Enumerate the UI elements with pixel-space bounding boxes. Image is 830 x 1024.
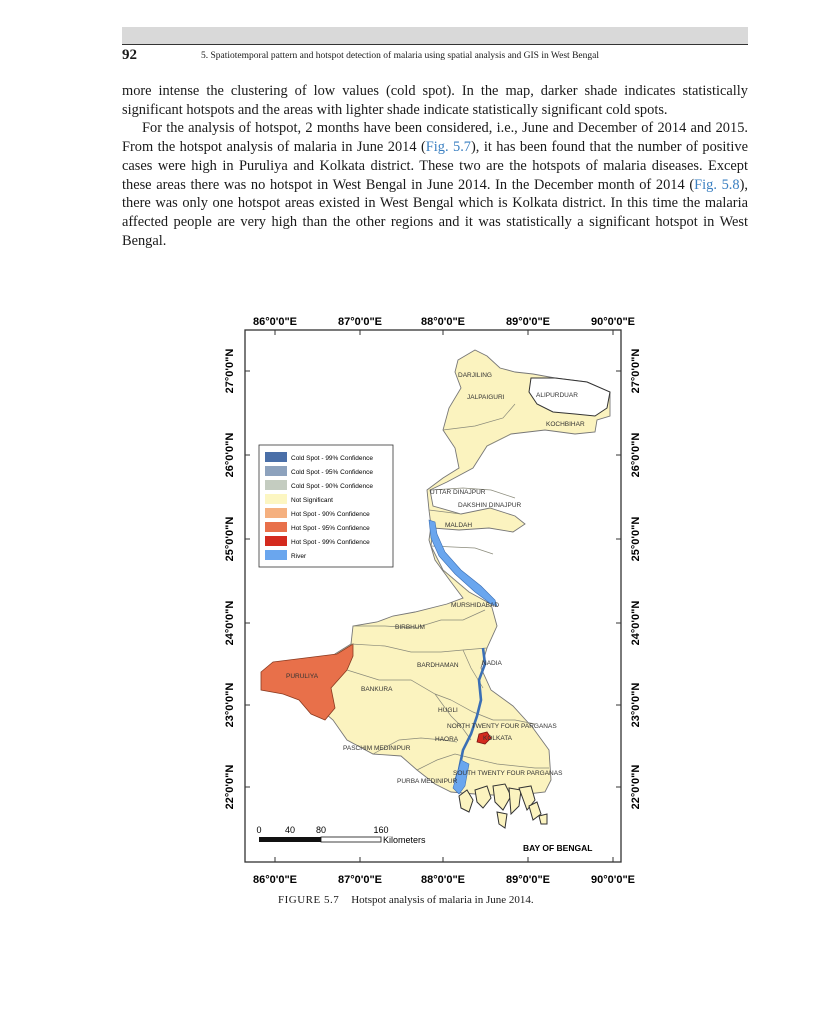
left-latitude-label: 27°0'0"N bbox=[224, 348, 236, 394]
left-latitude-label: 23°0'0"N bbox=[224, 682, 236, 728]
district-label-bardhaman: BARDHAMAN bbox=[417, 662, 459, 669]
legend-swatch bbox=[265, 522, 287, 532]
district-label-uttar-dinajpur: UTTAR DINAJPUR bbox=[430, 489, 486, 496]
right-latitude-label: 24°0'0"N bbox=[630, 600, 642, 646]
district-label-alipurduar: ALIPURDUAR bbox=[536, 392, 578, 399]
legend-label: Hot Spot - 95% Confidence bbox=[291, 525, 370, 532]
right-latitude-label: 23°0'0"N bbox=[630, 682, 642, 728]
paragraph-2 bbox=[122, 119, 748, 250]
bottom-longitude-label: 88°0'0"E bbox=[420, 874, 466, 886]
legend-label: Hot Spot - 90% Confidence bbox=[291, 511, 370, 518]
district-label-hugli: HUGLI bbox=[438, 707, 458, 714]
header-rule bbox=[122, 44, 748, 45]
paragraph-2-part-a: For the analysis of hotspot, 2 months have been considered, i.e., June and December of 2014 and 2015. From the hotspot analysis of malaria in June 2014 ( bbox=[122, 120, 748, 156]
paragraph-1: more intense the clustering of low values (cold spot). In the map, darker shade indicates statistically significant hotspots and the areas with lighter shade indicate statistically significant cold spots. bbox=[122, 83, 748, 118]
district-label-paschim-medinipur: PASCHIM MEDINIPUR bbox=[343, 745, 411, 752]
legend-swatch bbox=[265, 480, 287, 490]
legend-swatch bbox=[265, 536, 287, 546]
running-title: 5. Spatiotemporal pattern and hotspot detection of malaria using spatial analysis and GIS in West Bengal bbox=[201, 51, 599, 61]
legend-label: Cold Spot - 90% Confidence bbox=[291, 483, 374, 490]
top-longitude-label: 86°0'0"E bbox=[252, 316, 298, 328]
legend-label: Cold Spot - 99% Confidence bbox=[291, 455, 374, 462]
district-label-puruliya: PURULIYA bbox=[286, 673, 319, 680]
scale-unit: Kilometers bbox=[383, 835, 426, 845]
legend-label: River bbox=[291, 553, 307, 560]
top-longitude-label: 88°0'0"E bbox=[420, 316, 466, 328]
page-number: 92 bbox=[122, 47, 137, 63]
legend-swatch bbox=[265, 466, 287, 476]
scale-tick-label: 0 bbox=[256, 825, 262, 835]
bottom-longitude-label: 87°0'0"E bbox=[337, 874, 383, 886]
district-label-maldah: MALDAH bbox=[445, 522, 473, 529]
paragraph-2-part-b: ), it has been found that the number of positive cases were high in Puruliya and Kolkata district. These two are the hotspots of malaria diseases. Except these areas there was no hotspot in West Bengal in June 2014. In the December month of 2014 ( bbox=[122, 139, 748, 193]
district-label-haora: HAORA bbox=[435, 736, 459, 743]
hotspot-map-figure bbox=[215, 308, 655, 888]
scale-tick-label: 160 bbox=[373, 825, 389, 835]
left-latitude-label: 24°0'0"N bbox=[224, 600, 236, 646]
map-legend bbox=[259, 445, 393, 567]
bottom-longitude-label: 90°0'0"E bbox=[590, 874, 636, 886]
bottom-longitude-label: 86°0'0"E bbox=[252, 874, 298, 886]
right-latitude-label: 22°0'0"N bbox=[630, 764, 642, 810]
bottom-longitude-label: 89°0'0"E bbox=[505, 874, 551, 886]
scale-tick-label: 40 bbox=[284, 825, 296, 835]
legend-label: Not Significant bbox=[291, 497, 333, 504]
right-latitude-label: 27°0'0"N bbox=[630, 348, 642, 394]
scale-tick-label: 80 bbox=[315, 825, 327, 835]
legend-box bbox=[259, 445, 393, 567]
paragraph-2-part-c: ), there was only one hotspot areas existed in West Bengal which is Kolkata district. In this time the malaria affected people are very high than the other regions and it was statistically a significant hotspot in West Bengal. bbox=[122, 176, 748, 249]
district-label-jalpaiguri: JALPAIGURI bbox=[467, 394, 505, 401]
figure-caption bbox=[278, 894, 534, 906]
legend-swatch bbox=[265, 452, 287, 462]
top-longitude-label: 89°0'0"E bbox=[505, 316, 551, 328]
top-longitude-label: 90°0'0"E bbox=[590, 316, 636, 328]
district-label-north-24-parganas: NORTH TWENTY FOUR PARGANAS bbox=[447, 723, 557, 730]
caption-label: FIGURE 5.7 bbox=[278, 894, 340, 906]
left-latitude-label: 26°0'0"N bbox=[224, 432, 236, 478]
district-label-nadia: NADIA bbox=[482, 660, 502, 667]
legend-label: Cold Spot - 95% Confidence bbox=[291, 469, 374, 476]
legend-swatch bbox=[265, 494, 287, 504]
district-label-south-24-parganas: SOUTH TWENTY FOUR PARGANAS bbox=[453, 770, 563, 777]
district-label-bankura: BANKURA bbox=[361, 686, 393, 693]
left-latitude-label: 25°0'0"N bbox=[224, 516, 236, 562]
body-text bbox=[122, 82, 748, 250]
district-label-dakshin-dinajpur: DAKSHIN DINAJPUR bbox=[458, 502, 522, 509]
district-label-purba-medinipur: PURBA MEDINIPUR bbox=[397, 778, 458, 785]
scale-bar-light bbox=[321, 837, 381, 842]
right-latitude-label: 26°0'0"N bbox=[630, 432, 642, 478]
legend-label: Hot Spot - 99% Confidence bbox=[291, 539, 370, 546]
district-label-darjiling: DARJILING bbox=[458, 372, 492, 379]
header-bar bbox=[122, 27, 748, 44]
legend-swatch bbox=[265, 508, 287, 518]
legend-swatch bbox=[265, 550, 287, 560]
hotspot-map bbox=[215, 308, 655, 888]
left-latitude-label: 22°0'0"N bbox=[224, 764, 236, 810]
bay-of-bengal-label: BAY OF BENGAL bbox=[523, 843, 593, 853]
figure-5-7-link[interactable]: Fig. 5.7 bbox=[425, 139, 472, 156]
right-latitude-label: 25°0'0"N bbox=[630, 516, 642, 562]
top-longitude-label: 87°0'0"E bbox=[337, 316, 383, 328]
figure-5-8-link[interactable]: Fig. 5.8 bbox=[694, 176, 740, 193]
district-label-kochbihar: KOCHBIHAR bbox=[546, 421, 585, 428]
district-label-kolkata: KOLKATA bbox=[483, 735, 513, 742]
district-label-murshidabad: MURSHIDABAD bbox=[451, 602, 500, 609]
district-label-birbhum: BIRBHUM bbox=[395, 624, 425, 631]
scale-bar-dark bbox=[259, 837, 321, 842]
caption-text: Hotspot analysis of malaria in June 2014. bbox=[351, 894, 534, 906]
